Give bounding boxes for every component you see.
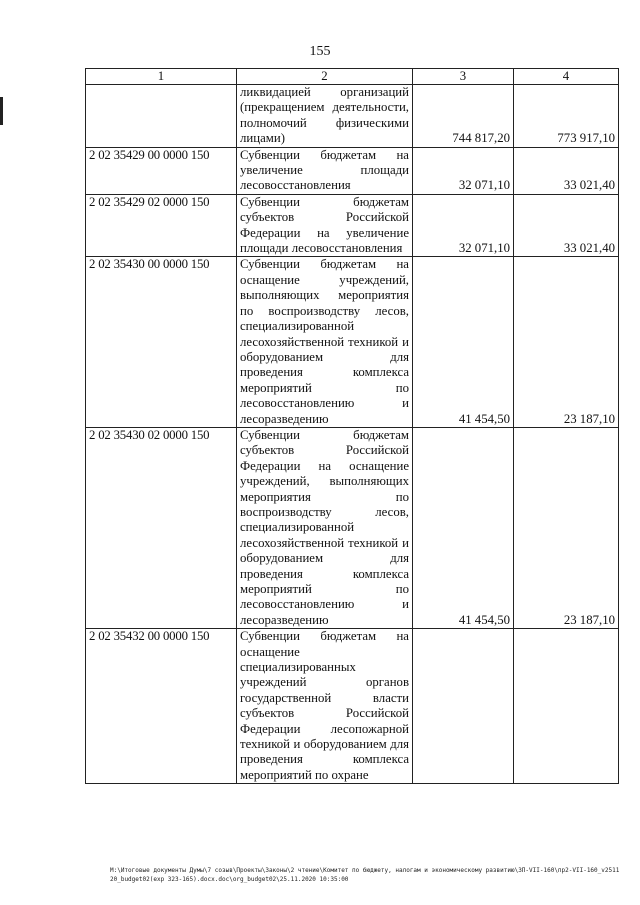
value-column-3: 41 454,50 <box>413 427 514 628</box>
item-name: Субвенции бюджетам на увеличение площади лесовосстановления <box>237 147 413 194</box>
budget-code <box>86 85 237 148</box>
value-column-3: 744 817,20 <box>413 85 514 148</box>
value-column-4: 23 187,10 <box>514 427 619 628</box>
item-name: Субвенции бюджетам субъектов Российской Федерации на оснащение учреждений, выполняющих мероприятия по воспроизводству лесов, специализированной лесохозяйственной техникой и оборудованием для проведения комплекса мероприятий по лесовосстановлению и лесоразведению <box>237 427 413 628</box>
table-row <box>86 85 619 148</box>
item-name: Субвенции бюджетам субъектов Российской Федерации на увеличение площади лесовосстановления <box>237 194 413 257</box>
table-row <box>86 427 619 628</box>
column-header: 1 <box>86 69 237 85</box>
table-row <box>86 629 619 784</box>
header-row <box>86 69 619 85</box>
item-name: Субвенции бюджетам на оснащение учреждений, выполняющих мероприятия по воспроизводству лесов, специализированной лесохозяйственной техникой и оборудованием для проведения комплекса мероприятий по лесовосстановлению и лесоразведению <box>237 257 413 427</box>
table-row <box>86 257 619 427</box>
value-column-3: 41 454,50 <box>413 257 514 427</box>
budget-table <box>85 68 619 784</box>
column-header: 2 <box>237 69 413 85</box>
item-name: Субвенции бюджетам на оснащение специализированных учреждений органов государственной власти субъектов Российской Федерации лесопожарной техникой и оборудованием для проведения комплекса мероприятий по охране <box>237 629 413 784</box>
margin-mark <box>0 97 3 125</box>
column-header: 4 <box>514 69 619 85</box>
budget-code: 2 02 35429 00 0000 150 <box>86 147 237 194</box>
budget-code: 2 02 35430 00 0000 150 <box>86 257 237 427</box>
page-number: 155 <box>309 44 331 59</box>
value-column-4: 33 021,40 <box>514 147 619 194</box>
document-path-footer: М:\Итоговые документы Думы\7 созыв\Проекты\Законы\2 чтение\Комитет по бюджету, налогам и экономическому развитию\ЗП-VII-160\пр2-VII-160_v251120_budget02(exp 323-165).docx.doc\org_budget02\25.11.2020 10:35:00 <box>110 867 620 883</box>
value-column-4: 33 021,40 <box>514 194 619 257</box>
budget-code: 2 02 35432 00 0000 150 <box>86 629 237 784</box>
value-column-4 <box>514 629 619 784</box>
item-name: ликвидацией организаций (прекращением деятельности, полномочий физическими лицами) <box>237 85 413 148</box>
value-column-3 <box>413 629 514 784</box>
table-row <box>86 194 619 257</box>
column-header: 3 <box>413 69 514 85</box>
value-column-4: 773 917,10 <box>514 85 619 148</box>
table-row <box>86 147 619 194</box>
value-column-3: 32 071,10 <box>413 194 514 257</box>
budget-code: 2 02 35429 02 0000 150 <box>86 194 237 257</box>
value-column-4: 23 187,10 <box>514 257 619 427</box>
value-column-3: 32 071,10 <box>413 147 514 194</box>
budget-code: 2 02 35430 02 0000 150 <box>86 427 237 628</box>
